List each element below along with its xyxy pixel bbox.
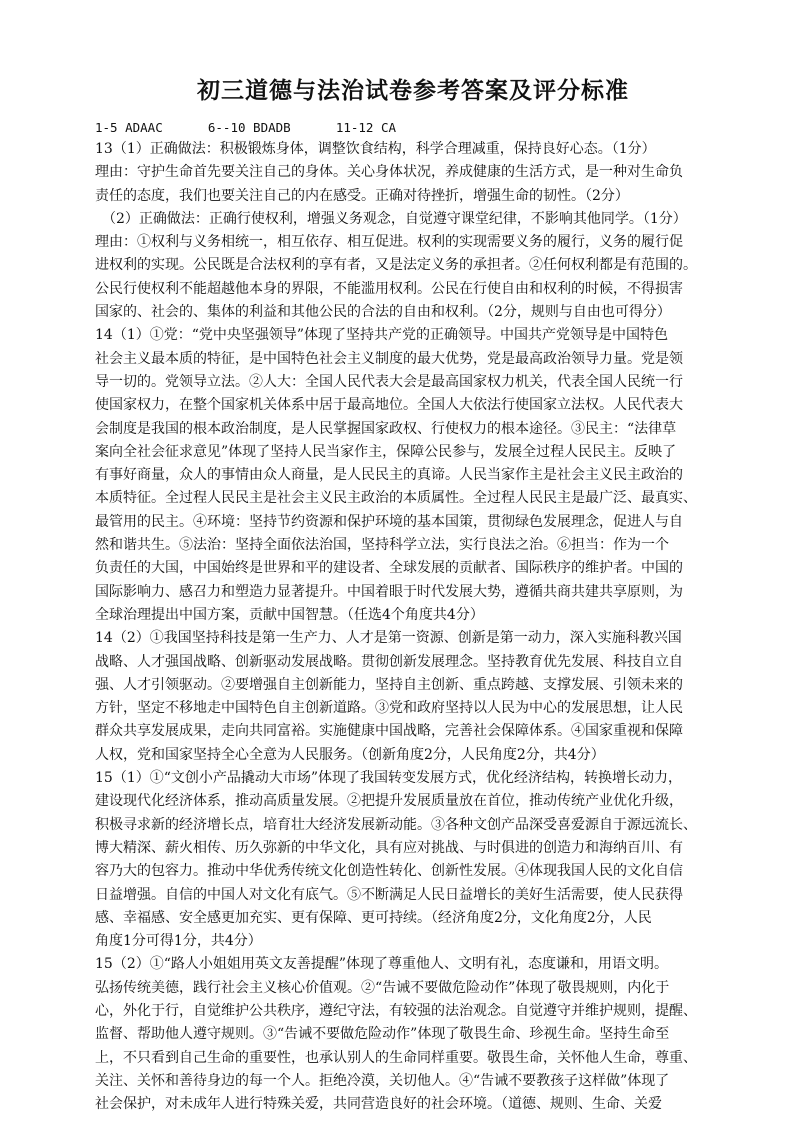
answer-text-line: 人权，党和国家坚持全心全意为人民服务。（创新角度2分，人民角度2分，共4分）	[95, 746, 605, 763]
answer-text-line: （2）正确做法：正确行使权利，增强义务观念，自觉遵守课堂纪律，不影响其他同学。（1分）	[102, 210, 687, 227]
answer-text-line: 监督、帮助他人遵守规则。③“告诫不要做危险动作”体现了敬畏生命、珍视生命。坚持生命至	[95, 1026, 670, 1043]
answer-text-line: 13（1）正确做法：积极锻炼身体，调整饮食结构，科学合理减重，保持良好心态。（1分）	[95, 141, 656, 157]
answer-text-line: 容乃大的包容力。推动中华优秀传统文化创造性转化、创新性发展。④体现我国人民的文化自信	[95, 863, 683, 880]
answer-text-line: 上，不只看到自己生命的重要性，也承认别人的生命同样重要。敬畏生命，关怀他人生命，尊重、	[95, 1049, 697, 1066]
answer-text-line: 博大精深、薪火相传、历久弥新的中华文化，具有应对挑战、与时俱进的创造力和海纳百川、有	[95, 839, 683, 856]
answer-text-line: 理由：守护生命首先要关注自己的身体。关心身体状况，养成健康的生活方式，是一种对生命负	[95, 164, 683, 181]
answer-text-line: 积极寻求新的经济增长点，培育壮大经济发展新动能。③各种文创产品深受喜爱源自于源远流长、	[95, 816, 697, 833]
answer-text-line: 14（2）①我国坚持科技是第一生产力、人才是第一资源、创新是第一动力，深入实施科教兴国	[95, 630, 682, 647]
answer-text-line: 14（1）①党：“党中央坚强领导”体现了坚持共产党的正确领导。中国共产党领导是中国特色	[95, 327, 669, 344]
answer-text-line: 国际影响力、感召力和塑造力显著提升。中国着眼于时代发展大势，遵循共商共建共享原则，为	[95, 583, 683, 600]
page-title: 初三道德与法治试卷参考答案及评分标准	[197, 77, 629, 104]
answer-text-line: 战略、人才强国战略、创新驱动发展战略。贯彻创新发展理念。坚持教育优先发展、科技自立自	[95, 653, 683, 670]
answer-text-line: 关注、关怀和善待身边的每一个人。拒绝冷漠，关切他人。④“告诫不要教孩子这样做”体现了	[95, 1072, 670, 1089]
answer-text-line: 案向全社会征求意见”体现了坚持人民当家作主，保障公民参与，发展全过程人民民主。反映了	[95, 443, 677, 460]
answer-text-line: 国家的、社会的、集体的利益和其他公民的合法的自由和权利。（2分，规则与自由也可得分）	[95, 304, 671, 321]
answer-text-line: 15（2）①“路人小姐姐用英文友善提醒”体现了尊重他人、文明有礼，态度谦和，用语文明。	[95, 956, 669, 973]
answer-text-line: 社会主义最本质的特征，是中国特色社会主义制度的最大优势，党是最高政治领导力量。党是领	[95, 350, 683, 367]
answer-text-line: 负责任的大国，中国始终是世界和平的建设者、全球发展的贡献者、国际秩序的维护者。中国的	[95, 560, 683, 577]
answer-text-line: 群众共享发展成果，走向共同富裕。实施健康中国战略，完善社会保障体系。④国家重视和保障	[95, 723, 683, 740]
answer-text-line: 方针，坚定不移地走中国特色自主创新道路。③党和政府坚持以人民为中心的发展思想，让人民	[95, 700, 683, 717]
multiple-choice-answer-key: 1-5 ADAAC 6--10 BDADB 11-12 CA	[95, 120, 397, 135]
answer-text-line: 建设现代化经济体系，推动高质量发展。②把提升发展质量放在首位，推动传统产业优化升级，	[95, 793, 683, 810]
answer-text-line: 公民行使权利不能超越他本身的界限，不能滥用权利。公民在行使自由和权利的时候，不得损害	[95, 280, 683, 297]
answer-text-line: 心，外化于行，自觉维护公共秩序，遵纪守法，有较强的法治观念。自觉遵守并维护规则，提醒、	[95, 1002, 697, 1019]
answer-text-line: 15（1）①“文创小产品撬动大市场”体现了我国转变发展方式，优化经济结构，转换增长动力，	[95, 770, 683, 787]
answer-text-line: 日益增强。自信的中国人对文化有底气。⑤不断满足人民日益增长的美好生活需要，使人民获得	[95, 886, 683, 903]
answer-text-line: 强、人才引领驱动。②要增强自主创新能力，坚持自主创新、重点跨越、支撑发展、引领未来的	[95, 676, 683, 693]
answer-text-line: 导一切的。党领导立法。②人大：全国人民代表大会是最高国家权力机关，代表全国人民统一行	[95, 373, 683, 390]
answer-text-line: 会制度是我国的根本政治制度，是人民掌握国家政权、行使权力的根本途径。③民主：“法律草	[95, 420, 677, 437]
answer-text-line: 使国家权力，在整个国家机关体系中居于最高地位。全国人大依法行使国家立法权。人民代表大	[95, 397, 683, 414]
answer-text-line: 本质特征。全过程人民民主是社会主义民主政治的本质属性。全过程人民民主是最广泛、最真实、	[95, 490, 697, 507]
answer-text-line: 进权利的实现。公民既是合法权利的享有者，又是法定义务的承担者。②任何权利都是有范围的。	[95, 257, 697, 274]
answer-text-line: 感、幸福感、安全感更加充实、更有保障、更可持续。（经济角度2分，文化角度2分，人民	[95, 909, 652, 926]
answer-text-line: 然和谐共生。⑤法治：坚持全面依法治国，坚持科学立法，实行良法之治。⑥担当：作为一个	[95, 537, 669, 554]
answer-text-line: 社会保护，对未成年人进行特殊关爱，共同营造良好的社会环境。（道德、规则、生命、关爱	[95, 1096, 662, 1113]
answer-text-line: 弘扬传统美德，践行社会主义核心价值观。②“告诫不要做危险动作”体现了敬畏规则，内化于	[95, 979, 670, 996]
answer-text-line: 责任的态度，我们也要关注自己的内在感受。正确对待挫折，增强生命的韧性。（2分）	[95, 187, 629, 204]
answer-text-line: 全球治理提出中国方案，贡献中国智慧。（任选4个角度共4分）	[95, 606, 484, 623]
answer-text-line: 角度1分可得1分，共4分）	[95, 933, 262, 950]
answer-text-line: 最管用的民主。④环境：坚持节约资源和保护环境的基本国策，贯彻绿色发展理念，促进人与自	[95, 513, 683, 530]
answer-text-line: 有事好商量，众人的事情由众人商量，是人民民主的真谛。人民当家作主是社会主义民主政治的	[95, 467, 683, 484]
answer-text-line: 理由：①权利与义务相统一，相互依存、相互促进。权利的实现需要义务的履行，义务的履行促	[95, 234, 683, 251]
answer-body	[95, 138, 731, 1116]
